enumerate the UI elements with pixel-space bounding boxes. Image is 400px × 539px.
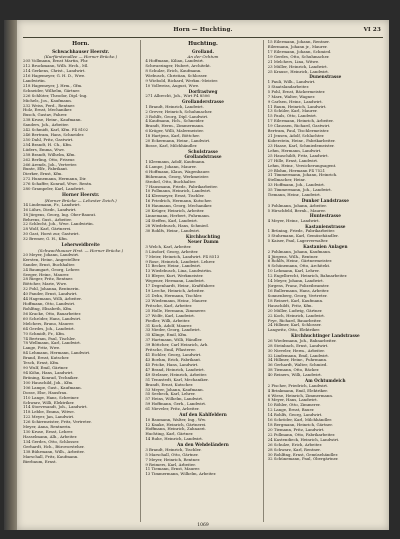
directory-entry: 32 Schünemann, Paul, Obergärtner. xyxy=(267,457,339,462)
directory-entry: 13 Schüler, Karl, Maurer. xyxy=(267,109,318,114)
directory-entry: 57 Heins, Wilhelm, Landwirt. xyxy=(145,397,204,402)
directory-entry: Bührmann, Georg, Werkmeister. xyxy=(145,174,210,179)
directory-entry: 3 Welch, Karl, Arbeiter. xyxy=(145,244,192,249)
directory-entry: 5 Marschall, Otto, Gärtner. xyxy=(145,452,199,457)
directory-entry: Hasselmann, Alb., Arbeiter. xyxy=(23,434,78,439)
directory-entry: 32 Lindemann, Emil, Landwirt. xyxy=(267,353,330,358)
directory-entry: 21 Melchers, Lina, Witwe. xyxy=(267,59,320,64)
directory-entry: 8 Meyer, Hans, Landwirt. xyxy=(267,398,318,403)
directory-entry: 5 Hirschfeld, Bernh., Maurer. xyxy=(267,208,326,213)
section-heading: Kastanienstrasse xyxy=(305,223,346,229)
directory-entry: 28 Wiedebusch, Hans, Schmied. xyxy=(145,223,209,228)
directory-entry: 22 Koch, Heinrich, Landwirt. xyxy=(267,313,325,318)
section-heading: Schulstrasse xyxy=(188,148,218,154)
directory-entry: 4 Hoffmann, Kilian, Landwirt. xyxy=(145,59,205,64)
directory-entry: 254 Brandt, H. Ch., Kfm. xyxy=(23,142,73,147)
directory-entry: 9 Carlsen, Heinr., Landwirt. xyxy=(267,99,323,104)
directory-entry: 130 Kruse, Ernst, Lehrer. xyxy=(23,430,74,435)
directory-entry: 122 Meyer, Jan, Landwirt. xyxy=(23,415,75,420)
section-heading: An den Wehdeländern xyxy=(177,442,229,448)
directory-entry: 28 Steinbach, Ernst, Landwirt. xyxy=(267,343,329,348)
directory-entry: 14 Ruhe, Heinrich, Landwirt. xyxy=(145,437,204,442)
directory-entry: 6 Hoffmann, Klaus, Wagenbauer. xyxy=(145,169,211,174)
directory-entry: Bosse, Karl, Milchhändler. xyxy=(145,144,198,149)
directory-entry: 7 Marx, Walter, Wagner. xyxy=(267,94,316,99)
directory-entry: 218 Hagemeyer, J. Hrm., Gfm. xyxy=(23,83,83,88)
directory-entry: 13 Wiedebusch, Lina, Landwirtin. xyxy=(145,269,212,274)
directory-entry: 2 Fischer, Friedrich, Landwirt. xyxy=(267,383,329,388)
directory-entry: 19 Claussen, Richard, Gastwirt. xyxy=(267,124,331,129)
directory-entry: Bunte, Elfr., Fabrikant. xyxy=(23,167,69,172)
directory-entry: 18 Hartjens, Karl, Böttcher. xyxy=(145,134,200,139)
directory-entry: 11 Tiemann, Ernst, Maurer. xyxy=(145,467,201,472)
directory-entry: 238 Kruse, Heinr., Kaufmann. xyxy=(23,118,82,123)
directory-entry: 94 Köhn, Hans, Landwirt. xyxy=(23,371,74,375)
directory-entry: Bertram, Paul, Tischlermeister. xyxy=(267,129,330,134)
directory-entry: Sanders, Joh., Arbeiter. xyxy=(23,123,69,128)
directory-entry: Hauschildt, Fritz, Kfm. xyxy=(267,303,313,308)
directory-entry: 18 Reinert, Karl, Kaufmann. xyxy=(267,298,324,303)
directory-entry: 232 Weiss, Ferd., Rentner. xyxy=(23,103,75,108)
directory-entry: 23 Haase, Karl, Schmiedemeister. xyxy=(267,143,335,148)
directory-entry: Schwarz, Willi, Elektriker. xyxy=(23,400,75,405)
directory-page xyxy=(17,20,389,530)
directory-entry: 33 Nieder, Georg, Landwirt. xyxy=(145,328,201,333)
directory-entry: 262 Berling, Otto, Friseur. xyxy=(23,157,76,162)
directory-entry: Brüning, Konrad, Techniker. xyxy=(23,375,79,380)
directory-entry: Brand, Ernst, Kutscher. xyxy=(23,356,70,361)
directory-entry: 14 Rohlfs, Georg, Landwirt. xyxy=(267,413,323,418)
directory-entry: 110 Lange, Hans, Schreiner. xyxy=(23,395,80,400)
directory-entry: 18 Haumann, Georg, Mechaniker. xyxy=(145,204,213,209)
directory-entry: 1 Brandt, Heinrich, Landwirt. xyxy=(145,104,204,109)
directory-entry: 5 Lüsdorf, Georg, Arbeiter. xyxy=(145,249,199,254)
directory-entry: 114 Stoevesandt, Joh., Landwirt. xyxy=(23,405,88,410)
directory-entry: 242 Schmidt, Karl, Kfm. F4 8102 xyxy=(23,128,89,133)
directory-entry: Langwitz, Otto, Elektriker. xyxy=(267,328,321,333)
directory-entry: 30 Nieveler, Herm., Arbeiter. xyxy=(267,348,325,353)
directory-entry: 18 Bergmann, Heinrich, Gärtner. xyxy=(267,423,333,428)
directory-entry: Huchting, Karl, Gärtner. xyxy=(145,432,194,437)
directory-entry: 32 Bremer, G. H., Kfm. xyxy=(23,237,68,242)
page-number: VI 23 xyxy=(363,27,381,33)
directory-entry: Eilermann, Johann jr., Maurer. xyxy=(267,44,328,49)
directory-entry: 2 Grever, Heinrich, Schuhmacher. xyxy=(145,109,213,114)
directory-entry: Strobel, Otto, Buchhalter. xyxy=(145,179,197,184)
directory-entry: Brandt, Ernst, Kutscher. xyxy=(145,382,194,387)
directory-entry: 212 Bruckmann, Wilh. Hrch., Ml. xyxy=(23,64,89,69)
directory-entry: 34 Hillmer, Heinr., Fuhrmann. xyxy=(267,358,328,363)
columns-container xyxy=(23,40,385,522)
section-heading: Horn. xyxy=(72,41,90,47)
directory-entry: 26 Schulze, Erich, Arbeiter. xyxy=(267,442,323,447)
directory-entry: 17 Eilermann, Heinrich, Arbeiter. xyxy=(267,119,334,124)
directory-entry: 23 Wiedemann, Heinr., Maurer. xyxy=(145,298,208,303)
section-heading: Grolland. xyxy=(192,48,214,54)
directory-entry: 10 Vollweiss, August, Wwe. xyxy=(145,83,200,88)
directory-entry: Melchers, Bruno, Maurer. xyxy=(23,321,75,326)
directory-entry: 40 Reiners, Willi, Landwirt. xyxy=(267,373,322,378)
directory-entry: 16 Lührs, Diedr., Landwirt. xyxy=(23,207,77,212)
directory-entry: Jürgens, Franz, Polizeibeamter. xyxy=(267,284,330,289)
directory-entry: 216 Hagemeyer, G. H. D., Wwe. xyxy=(23,73,86,78)
directory-entry: Sander, Ernst, Buchhalter. xyxy=(23,262,76,267)
directory-entry: Hoffmann, Heinrich, Zahnarzt. xyxy=(145,427,207,432)
directory-entry: Wiebusch, Christian, Schlosser. xyxy=(145,73,208,78)
directory-entry: 25 Holle, Hermann, Zimmerer. xyxy=(145,308,207,313)
directory-entry: 56 Kracke, Otto, Bauarbeiter. xyxy=(23,311,82,316)
directory-entry: Linnemann, Herbert, Fuhrmann. xyxy=(145,214,211,219)
column-3 xyxy=(268,40,385,522)
directory-entry: 41 Eichler, Georg, Landwirt. xyxy=(145,353,202,358)
directory-entry: Lehm, Heinr., Versicherungsagent. xyxy=(267,163,337,168)
directory-entry: 250 Dahl, Fritz, Gastwirt. xyxy=(23,137,74,142)
directory-entry: 1 Pauli, Wilh., Landwirt. xyxy=(267,79,316,84)
directory-entry: Michels, Jos., Kaufmann. xyxy=(23,98,72,103)
directory-entry: 14 Kleemeyer, Ernst, Tischler. xyxy=(145,194,205,199)
directory-entry: 70 Schmidt, Fr., Kfm. xyxy=(23,331,66,336)
directory-entry: 5 Kaiser, Paul, Lagerverwalter. xyxy=(267,239,329,244)
directory-entry: Böttcher, Marie, Wwe. xyxy=(23,282,68,287)
directory-entry: 258 Brandt, Wilhelm, Kfm. xyxy=(23,152,76,157)
directory-entry: 8 Schünemann, Otto, Architekt. xyxy=(267,264,331,269)
section-heading: An der Ochtum xyxy=(187,54,219,59)
page-footer: 1069 xyxy=(197,523,209,528)
directory-entry: 138 Bührmann, Wilh., Arbeiter. xyxy=(23,449,85,454)
directory-entry: Koberstein, Heinr., Fabrikarbeiter. xyxy=(267,139,336,144)
directory-entry: 12 Lange, Ernst, Bauer. xyxy=(267,408,315,413)
directory-entry: 9 Rose, Heinrich, Landwirt. Lehrer. xyxy=(145,259,216,264)
directory-entry: 40 Pander, Ernst, Landwirt. xyxy=(23,292,78,297)
directory-entry: 28 Rieger, Fritz, Rentner. xyxy=(23,277,74,282)
directory-entry: 276 Schaffer, Konrad, Wwe. Rentn. xyxy=(23,182,93,187)
directory-entry: Schneider, Wilhelm, Gärtner. xyxy=(23,88,81,93)
header-rule xyxy=(23,37,383,38)
directory-entry: 19 Gerdes, Otto, Schuhmacher. xyxy=(267,54,330,59)
directory-entry: 20 Müller, Ludwig, Gärtner. xyxy=(267,308,323,313)
directory-entry: 246 Bertram, Hans, Schneider. xyxy=(23,133,85,138)
directory-entry: 21 Dehn, Hermann, Tischler. xyxy=(145,294,203,298)
column-2 xyxy=(145,40,263,522)
section-heading: Neuer Damm xyxy=(187,239,219,245)
book-binding xyxy=(4,20,17,530)
directory-entry: Hoffmann, Otto, Landwirt. xyxy=(23,302,76,307)
directory-entry: Busch, Gustav, Fahrer. xyxy=(23,113,68,118)
directory-entry: 84 Lehmann, Hermann, Landwirt. xyxy=(23,351,91,356)
directory-entry: Fiedler, Willi, Arbeiter. xyxy=(145,318,191,323)
directory-entry: 8 Schulze, Erich, Kaufmann. xyxy=(145,69,202,74)
directory-entry: 28 Schwarz, Karl, Rentner. xyxy=(267,447,321,452)
directory-entry: 15 Bleyer, Kurt, Werkmeister. xyxy=(145,274,204,279)
section-heading: Grollanderstrasse xyxy=(182,99,224,105)
section-heading: (Schwachhauser Hrst. — Horner Brücke.) xyxy=(38,247,124,253)
directory-entry: 12 Knake, Heinrich, Gärtnerei. xyxy=(145,422,207,427)
directory-entry: Brandt, Herm., Zimmermann. xyxy=(145,124,205,129)
directory-entry: 74 Bertram, Paul, Tischler. xyxy=(23,336,76,341)
running-title: Horn — Huchting. xyxy=(173,27,233,33)
directory-entry: Dierker, Ernst, Kfm. xyxy=(23,172,63,177)
directory-entry: 11 Baum, Heinrich, Landwirt. xyxy=(267,104,327,109)
directory-entry: 51 Tennstedt, Karl, Mechaniker. xyxy=(145,377,209,382)
directory-entry: 59 Hoffmann, Gerh., Landwirt. xyxy=(145,402,207,407)
section-heading: Kirchhuchtinger Landstrasse xyxy=(290,333,360,339)
directory-entry: 266 Arends, Joh., Vertreter. xyxy=(23,162,78,167)
directory-entry: 39 Böttcher, Carl Heinrich, Arb. xyxy=(145,343,209,348)
directory-entry: 64 Gerdes, Joh., Landwirt. xyxy=(23,326,75,331)
directory-entry: 61 Nieveler, Fritz, Arbeiter. xyxy=(145,407,200,412)
directory-entry: 38 Tiemann, Otto, Bäcker. xyxy=(267,368,320,373)
section-heading: Am Ochtumdeich xyxy=(305,378,346,384)
directory-entry: 60 Schröder, Hans, Landwirt. xyxy=(23,316,82,321)
directory-entry: Gerhardt, Hch., Bürovorsteher. xyxy=(23,444,85,449)
directory-entry: 6 Krüger, Willi, Malermeister. xyxy=(145,129,204,134)
directory-entry: Wegener, Hermann, Landwirt. xyxy=(145,279,206,284)
directory-entry: Lüders, Emma, Wwe. xyxy=(23,147,66,152)
directory-entry: 55 Seebeck, Karl, Lehrer. xyxy=(145,392,196,397)
directory-entry: 23 Müller, Heinrich, Landwirt. xyxy=(267,64,328,69)
directory-entry: Fritsche, Emil, Pflasterer. xyxy=(145,348,196,353)
directory-entry: 3 Pohlmann, Johann, Arbeiter. xyxy=(267,203,327,208)
directory-entry: 49 Stelzner, Heinrich, Arbeiter. xyxy=(145,372,208,377)
directory-entry: 35 Timmermann, Joh., Landwirt. xyxy=(267,188,332,193)
directory-entry: 19 Lerche, Heinrich, Arbeiter. xyxy=(145,289,205,294)
directory-entry: 14 Meyer, Johann, Landwirt. xyxy=(267,279,324,284)
directory-entry: Frye, Richard, Bauarbeiter. xyxy=(267,318,322,323)
directory-entry: 90 Wulf, Emil, Gärtner. xyxy=(23,366,69,371)
directory-entry: Lange, Fritz, Wwe. xyxy=(23,346,61,351)
directory-entry: 13 Timmermann, Wilhelm, Arbeiter. xyxy=(145,472,217,477)
directory-entry: 4 Brinkmann, Emil, Elektriker. xyxy=(267,388,328,393)
directory-entry: 272 Hunnemann, Hermann, Dir. xyxy=(23,177,87,182)
directory-entry: 31 Timmermann, Johann, Heinrich. xyxy=(267,173,338,178)
directory-entry: Marschall, Fritz, Kaufmann. xyxy=(23,454,79,459)
directory-entry: 21 Jensen, Adolf, Schlachter. xyxy=(267,134,325,139)
directory-entry: 78 Wellmann, Karl, Landwirt. xyxy=(23,341,82,346)
directory-entry: 37 Hartmann, Willi, Händler. xyxy=(145,338,203,343)
directory-entry: 5 Pohl, Ernst, Bäckermeister. xyxy=(267,89,326,94)
section-heading: Schwachhauser Heerstr. xyxy=(52,48,110,54)
section-heading: Auf den Kahlfeldern xyxy=(179,412,227,418)
directory-entry: 10 Baumann, Walter, Ing., Ww. xyxy=(145,417,207,422)
directory-entry: 9 Wiebold, Richard, Werkm.-Meister. xyxy=(145,78,219,83)
directory-entry: 14 Lindemann, Fr., Landwirt. xyxy=(23,202,81,207)
section-heading: Leherweidbreite xyxy=(61,242,100,248)
directory-entry: Fritsche, Karl, Arbeiter. xyxy=(145,303,193,308)
directory-entry: 6 Rohlfs, Heinr., Gärtnermeister. xyxy=(267,259,333,264)
directory-entry: Tiemann, Heinr., Landwirt. xyxy=(267,193,322,198)
directory-entry: 25 Hauschildt, Fritz, Landwirt. xyxy=(267,153,329,158)
directory-entry: Dosse, Else, Hausfrau. xyxy=(23,390,68,395)
directory-entry: 2 Pohlmann, Johann, Kaufmann. xyxy=(267,249,332,254)
directory-entry: 22 Pollmann, Otto, Fabrikarbeiter. xyxy=(267,432,336,437)
directory-entry: 3 Stuhrmann, Karl, Gemüsehändler. xyxy=(267,234,339,239)
directory-entry: 100 Hauschild, Joh., Kfm. xyxy=(23,380,74,385)
directory-entry: 280 Grampeler, Karl, Landwirt. xyxy=(23,187,85,192)
directory-entry: 7 Meier, Heinrich, Landwirt. F4 8513 xyxy=(145,254,220,259)
directory-entry: 1 Brüning, Friedr., Fabrikarbeiter. xyxy=(267,229,336,234)
directory-entry: 7 Meyer, Heinrich, Rentner. xyxy=(145,457,201,462)
page-header xyxy=(17,24,389,36)
directory-entry: Bierbaum, Ernst. xyxy=(23,459,57,464)
directory-entry: 4 Meyer, Heinr., Landwirt. xyxy=(267,218,320,223)
directory-entry: 20 Tiemann, Fritz, Landwirt. xyxy=(267,427,325,432)
directory-entry: 20 Eckermann, Heinr., Landwirt. xyxy=(145,139,211,144)
directory-entry: 3 Staatslandarbeiter. xyxy=(267,84,310,89)
directory-entry: Meyer, Anna, Rentnerin. xyxy=(23,425,72,430)
directory-entry: 26 Wiedemann, Joh., Bahnarbeiter. xyxy=(267,338,337,343)
directory-entry: Lehm, Hermann, Landwirt. xyxy=(267,148,322,153)
directory-entry: 17 Degenhardt, Heinr., Kraftfahrer. xyxy=(145,284,216,289)
directory-entry: 31 Koch, Adolf, Maurer. xyxy=(145,323,193,328)
directory-entry: 226 Schlüter, Theodor, Dipl.-Ing. xyxy=(23,93,88,98)
directory-entry: 36 Gerhardt, Walter, Schmied. xyxy=(267,363,328,368)
directory-entry: 43 Boehm, Erich, Fabrikant. xyxy=(145,357,202,362)
directory-entry: 27 Wolfe, Karl, Landwirt. xyxy=(145,313,195,318)
directory-entry: 32 Pohl, Johanna, Rentnerin. xyxy=(23,287,80,292)
section-heading: Huchting. xyxy=(188,41,218,47)
directory-entry: 29 Blohm, Hermann F4 7521 xyxy=(267,168,326,173)
directory-entry: Rohlfing, Elisabeth, Kfm. xyxy=(23,307,73,312)
section-heading: Dorfrastweg xyxy=(188,88,218,94)
directory-entry: 10 Pollmann, Heinrich, Landwirt. xyxy=(145,189,212,194)
directory-entry: 10 Lehmann, Karl, Lehrer. xyxy=(267,269,320,274)
directory-entry: 33 Hoffmann, Joh., Landwirt. xyxy=(267,183,326,188)
directory-entry: 18 Jürgens, Georg, Ing. Ober-Baurat. xyxy=(23,212,97,217)
directory-entry: Behrens, Gust., Arbeiter. xyxy=(23,217,72,222)
directory-entry: 15 Eilermann, Johann, Rentner. xyxy=(267,40,330,44)
directory-entry: Sonnenberg, Georg, Vertreter. xyxy=(267,293,328,298)
section-heading: (Kurfürstenallee — Horner Brücke.) xyxy=(44,54,118,59)
directory-entry: 30 Rohlfing, Ernst, Gemüsehändler. xyxy=(267,452,339,457)
directory-entry: Kersten, Heinr., Angestellter. xyxy=(23,257,81,262)
directory-entry: 106 Lampe, Gust., Kaufmann. xyxy=(23,385,82,390)
directory-entry: 44 Hagemann, Willi, Arbeiter. xyxy=(23,297,82,302)
directory-entry: 28 Wolf, Karl, Gärtnerei. xyxy=(23,227,72,232)
directory-entry: 4 Jürgens, Wilh., Rentner. xyxy=(267,254,319,259)
directory-entry: 15 Pauls, Otto, Landwirt. xyxy=(267,114,318,119)
directory-entry: 27 Hille, Ernst, Landwirt. xyxy=(267,158,319,163)
directory-entry: 271 Albrecht, Joh., Wirt F4 8506 xyxy=(145,94,210,99)
directory-entry: 3 Brandt, Heinrich, Tischler. xyxy=(145,447,202,452)
directory-entry: 53 Meyer, Johann, Kaufmann. xyxy=(145,387,204,392)
directory-entry: 16 Bullermann, Hans, Arbeiter. xyxy=(267,288,330,293)
directory-entry: Landwirtin. xyxy=(23,78,46,83)
directory-entry: 11 Becker, Heinr., Landwirt. xyxy=(145,264,202,269)
section-heading: Huntestrasse xyxy=(309,213,341,219)
directory-entry: Schwarzinger, Hubert, Architekt. xyxy=(145,64,211,69)
directory-entry: 24 Kastendieck, Heinrich, Landwirt. xyxy=(267,437,340,442)
directory-entry: 118 Lebbe, Emma, Witwe. xyxy=(23,410,75,415)
directory-entry: 4 Kaufmann, Hch., Schneider. xyxy=(145,119,205,124)
directory-entry: 20 Meyer, Johann, Landwirt. xyxy=(23,252,80,257)
directory-entry: 17 Eilermann, Johann, Schmied. xyxy=(267,49,332,54)
section-heading: (Horner Brücke — Lehester Deich.) xyxy=(44,197,117,203)
directory-entry: 6 Wiese, Heinrich, Zimmermann. xyxy=(267,393,334,398)
section-heading: Kastanien Anlagen xyxy=(303,244,348,250)
directory-entry: 3 Rohlfs, Georg, Dipl.-Landwirt. xyxy=(145,114,209,119)
directory-entry: 16 Schröder, Karl, Milchhändler. xyxy=(267,418,333,423)
directory-entry: 16 Friedrich, Hermann, Kutscher. xyxy=(145,199,212,204)
directory-entry: 7 Hausmann, Friedr., Fabrikarbeiter. xyxy=(145,184,218,189)
directory-entry: 25 Krause, Heinrich, Landwirt. xyxy=(267,69,330,74)
directory-entry: Stellmacher, Heinr. xyxy=(267,178,306,183)
directory-entry: 4 Lampe, Johann, Maurer. xyxy=(145,164,197,169)
directory-entry: 35 Klinge, Emil, Kfm. xyxy=(145,333,188,338)
directory-entry: 9 Reimers, Karl, Arbeiter. xyxy=(145,462,196,467)
section-heading: Horner Heerstr. xyxy=(61,192,100,198)
directory-entry: 30 Gast, Horst zur, Gastwirt. xyxy=(23,232,80,237)
directory-entry: 24 Steffen, Karl, Landwirt. xyxy=(145,219,199,224)
directory-entry: 24 Hillmer, Karl, Schlosser. xyxy=(267,323,322,328)
directory-entry: Holz, Ernst, Mechaniker. xyxy=(23,108,73,113)
section-heading: Dunker Landstrasse xyxy=(301,198,349,204)
directory-entry: 214 Gerkens, Christ., Landwirt. xyxy=(23,69,86,74)
directory-entry: 20 Krüger, Heinrich, Arbeiter. xyxy=(145,209,205,214)
directory-entry: 1 Kleemann, Adolf, Kaufmann. xyxy=(145,159,206,164)
directory-entry: 30 Rohlfs, Heinr., Landwirt. xyxy=(145,228,201,233)
directory-entry: 134 Gerdes, Otto, Schlosser. xyxy=(23,439,80,444)
directory-entry: Seeger, Heinr., Maurer. xyxy=(23,272,70,277)
directory-entry: 45 Fricke, Hans, Landwirt. xyxy=(145,362,199,367)
section-heading: Kirchhuchting xyxy=(185,233,221,239)
directory-entry: 205 Vollmann, Ernst Martin, Fhr. xyxy=(23,59,89,64)
directory-entry: 22 Schlecht, Joh., Wwe. Landwirtin. xyxy=(23,222,94,227)
directory-entry: 47 Brand, Heinrich, Landwirt. xyxy=(145,367,205,372)
directory-entry: Tesch, Ernst, Kfm. xyxy=(23,361,60,366)
directory-entry: 12 Engelbrecht, Heinrich, Bahnarbeiter. xyxy=(267,274,348,279)
column-1 xyxy=(23,40,141,522)
directory-entry: 10 Röhler, Otto, Zimmerer. xyxy=(267,403,321,408)
section-heading: Dunenstrasse xyxy=(309,74,342,80)
section-heading: Grollandstrasse xyxy=(184,154,222,160)
directory-entry: 24 Baumgart, Georg, Lehrer. xyxy=(23,267,81,272)
directory-entry: 126 Schirrmeister, Fritz, Vertreter. xyxy=(23,420,92,425)
